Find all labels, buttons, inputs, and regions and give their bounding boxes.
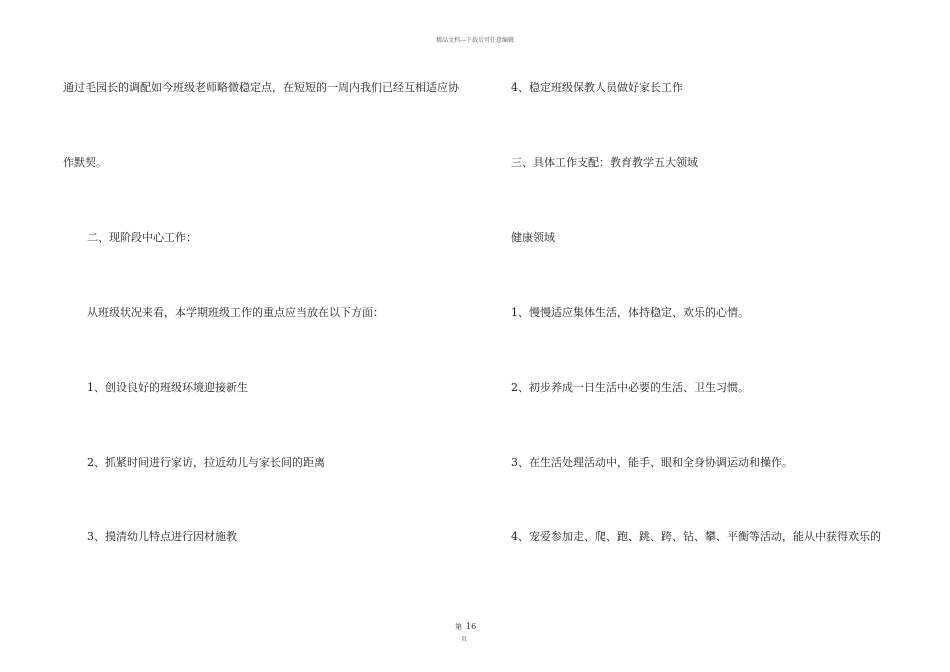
list-item: 3、在生活处理活动中，能手、眼和全身协调运动和操作。: [511, 456, 793, 469]
page-number: [455, 622, 476, 632]
section-heading: 三、具体工作支配：教育教学五大领域: [511, 156, 698, 169]
list-item: 2、初步养成一日生活中必要的生活、卫生习惯。: [511, 381, 749, 394]
paragraph-line: 通过毛园长的调配如今班级老师略微稳定点，在短短的一周内我们已经互相适应协: [63, 81, 459, 94]
page-number-value: 16: [466, 622, 477, 631]
list-item: 3、摸清幼儿特点进行因材施教: [87, 530, 237, 543]
page-label: 第: [455, 623, 462, 631]
list-item: 1、创设良好的班级环境迎接新生: [87, 381, 248, 394]
page-unit: 页: [461, 636, 468, 643]
list-item: 1、慢慢适应集体生活，体持稳定、欢乐的心情。: [511, 306, 749, 319]
subsection-heading: 健康领域: [511, 231, 555, 244]
document-header: 精品文档---下载后可任意编辑: [435, 37, 515, 44]
paragraph-line: 从班级状况来看，本学期班级工作的重点应当放在以下方面：: [87, 306, 384, 319]
list-item: 4、稳定班级保教人员做好家长工作: [511, 81, 683, 94]
paragraph-line: 作默契。: [63, 156, 107, 169]
list-item: 2、抓紧时间进行家访，拉近幼儿与家长间的距离: [87, 456, 325, 469]
list-item: 4、宠爱参加走、爬、跑、跳、跨、钻、攀、平衡等活动，能从中获得欢乐的: [511, 530, 881, 543]
section-heading: 二、现阶段中心工作：: [87, 231, 197, 244]
